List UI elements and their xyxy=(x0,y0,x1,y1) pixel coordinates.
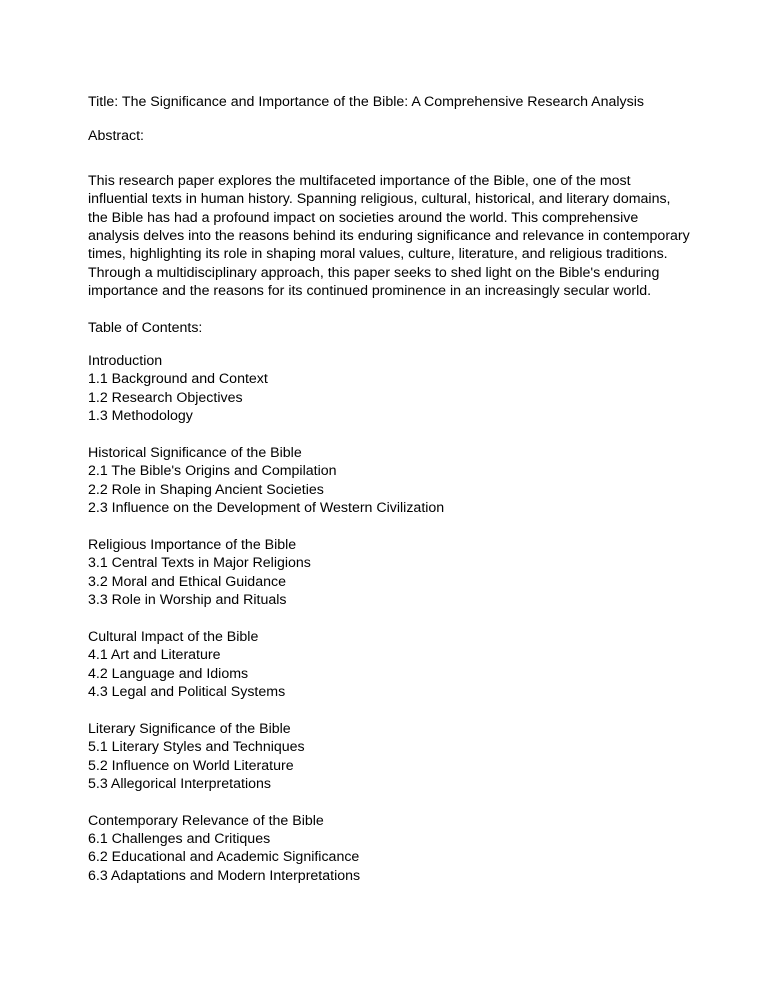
abstract-heading: Abstract: xyxy=(88,128,144,145)
abstract-line: analysis delves into the reasons behind its enduring significance and relevance in contemporary xyxy=(88,227,690,244)
toc-item: 1.3 Methodology xyxy=(88,408,193,425)
toc-section xyxy=(88,352,748,426)
toc-item: 1.2 Research Objectives xyxy=(88,389,243,406)
abstract-line: importance and the reasons for its continued prominence in an increasingly secular world. xyxy=(88,283,652,300)
toc-item: 3.2 Moral and Ethical Guidance xyxy=(88,573,286,590)
toc-heading: Table of Contents: xyxy=(88,319,203,336)
toc-section xyxy=(88,812,748,886)
abstract-paragraph xyxy=(88,172,748,301)
toc-item: 6.3 Adaptations and Modern Interpretations xyxy=(88,867,361,884)
toc-section-title: Religious Importance of the Bible xyxy=(88,536,297,553)
toc-item: 3.3 Role in Worship and Rituals xyxy=(88,591,287,608)
toc-section-title: Contemporary Relevance of the Bible xyxy=(88,812,324,829)
document-title: Title: The Significance and Importance of the Bible: A Comprehensive Research Analysis xyxy=(88,94,644,110)
toc-section-title: Cultural Impact of the Bible xyxy=(88,628,259,645)
toc-section xyxy=(88,444,748,518)
abstract-line: times, highlighting its role in shaping moral values, culture, literature, and religious traditions. xyxy=(88,246,668,263)
toc-section-title: Literary Significance of the Bible xyxy=(88,720,291,737)
abstract-line: This research paper explores the multifaceted importance of the Bible, one of the most xyxy=(88,172,631,189)
abstract-line: the Bible has had a profound impact on societies around the world. This comprehensive xyxy=(88,209,639,226)
abstract-line: influential texts in human history. Spanning religious, cultural, historical, and literary domains, xyxy=(88,191,671,208)
toc-item: 4.1 Art and Literature xyxy=(88,647,221,664)
toc-section-title: Historical Significance of the Bible xyxy=(88,444,302,461)
toc-item: 5.2 Influence on World Literature xyxy=(88,757,294,774)
toc-item: 3.1 Central Texts in Major Religions xyxy=(88,555,311,572)
toc-item: 6.1 Challenges and Critiques xyxy=(88,831,271,848)
toc-item: 1.1 Background and Context xyxy=(88,371,268,388)
document-page xyxy=(88,93,748,904)
table-of-contents xyxy=(88,352,748,885)
toc-item: 2.2 Role in Shaping Ancient Societies xyxy=(88,481,324,498)
toc-section xyxy=(88,720,748,794)
toc-item: 2.3 Influence on the Development of Western Civilization xyxy=(88,500,445,517)
toc-item: 4.2 Language and Idioms xyxy=(88,665,249,682)
abstract-line: Through a multidisciplinary approach, this paper seeks to shed light on the Bible's enduring xyxy=(88,264,660,281)
toc-item: 5.1 Literary Styles and Techniques xyxy=(88,739,305,756)
toc-section xyxy=(88,628,748,702)
toc-item: 2.1 The Bible's Origins and Compilation xyxy=(88,463,337,480)
toc-section xyxy=(88,536,748,610)
toc-section-title: Introduction xyxy=(88,352,163,369)
toc-item: 5.3 Allegorical Interpretations xyxy=(88,775,271,792)
toc-item: 4.3 Legal and Political Systems xyxy=(88,683,286,700)
toc-item: 6.2 Educational and Academic Significance xyxy=(88,849,360,866)
